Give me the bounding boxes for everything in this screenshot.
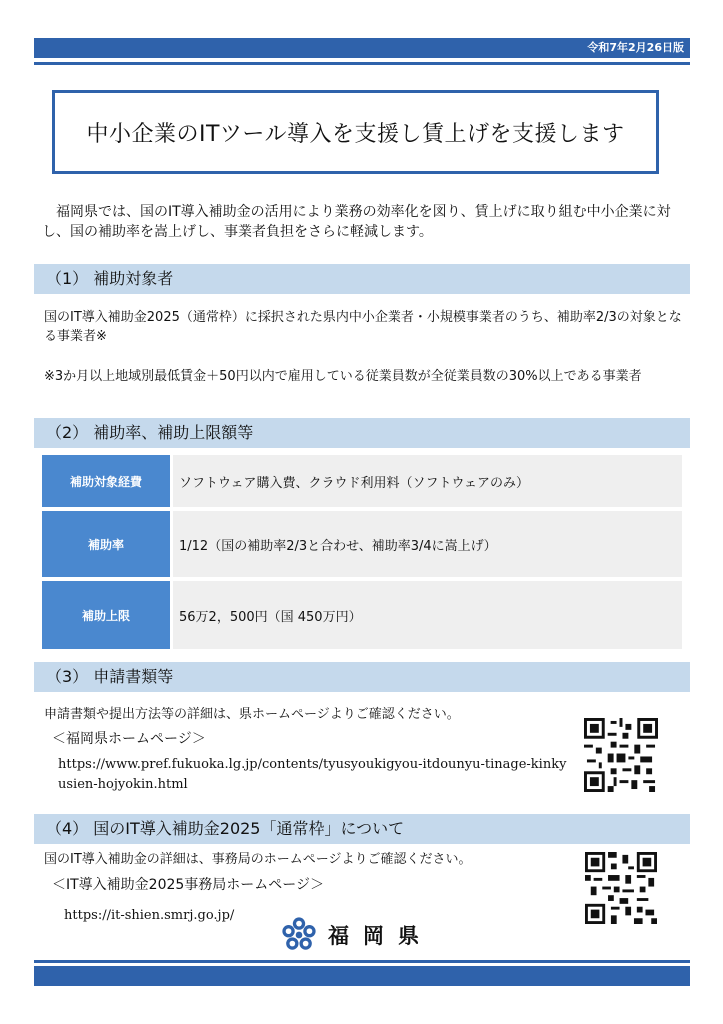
fukuoka-logo [280, 916, 433, 954]
section-heading-documents: （3） 申請書類等 [34, 662, 690, 692]
table-row [42, 455, 682, 507]
row-label: 補助上限 [42, 581, 170, 649]
row-label: 補助対象経費 [42, 455, 170, 507]
table-row [42, 581, 682, 649]
row-label: 補助率 [42, 511, 170, 577]
title-box [52, 90, 659, 174]
top-banner [34, 38, 690, 58]
documents-description: 申請書類や提出方法等の詳細は、県ホームページよりご確認ください。 [44, 707, 460, 722]
section-heading-rates: （2） 補助率、補助上限額等 [34, 418, 690, 448]
pref-homepage-link[interactable]: https://www.pref.fukuoka.lg.jp/contents/tyusyoukigyou-itdounyu-tinage-kinkyusien-hojyokin.html [58, 757, 567, 792]
secretariat-qr-code-icon [585, 852, 657, 924]
row-value: 56万2，500円（国 450万円） [173, 581, 682, 649]
table-row [42, 511, 682, 577]
section-heading-national: （4） 国のIT導入補助金2025「通常枠」について [34, 814, 690, 844]
target-description: 国のIT導入補助金2025（通常枠）に採択された県内中小企業者・小規模事業者のうち、補助率2/3の対象となる事業者※ [44, 310, 682, 344]
secretariat-homepage-link[interactable]: https://it-shien.smrj.go.jp/ [64, 908, 235, 923]
pref-homepage-label: ＜福岡県ホームページ＞ [52, 731, 206, 747]
plum-blossom-logo-icon [280, 916, 318, 954]
national-description: 国のIT導入補助金の詳細は、事務局のホームページよりご確認ください。 [44, 852, 472, 867]
row-value: 1/12（国の補助率2/3と合わせ、補助率3/4に嵩上げ） [173, 511, 682, 577]
pref-qr-code-icon [584, 718, 658, 792]
section-heading-target: （1） 補助対象者 [34, 264, 690, 294]
bottom-divider [34, 960, 690, 963]
row-value: ソフトウェア購入費、クラウド利用料（ソフトウェアのみ） [173, 455, 682, 507]
bottom-banner [34, 966, 690, 986]
intro-text: 福岡県では、国のIT導入補助金の活用により業務の効率化を図り、賃上げに取り組む中小企業に対し、国の補助率を嵩上げし、事業者負担をさらに軽減します。 [42, 204, 671, 240]
logo-text: 福岡県 [328, 924, 433, 948]
page-title: 中小企業のITツール導入を支援し賃上げを支援します [86, 121, 625, 147]
version-date: 令和7年2月26日版 [587, 41, 684, 54]
target-note: ※3か月以上地域別最低賃金＋50円以内で雇用している従業員数が全従業員数の30%以上である事業者 [44, 369, 642, 384]
subsidy-table [42, 455, 682, 653]
secretariat-homepage-label: ＜IT導入補助金2025事務局ホームページ＞ [52, 877, 325, 893]
top-divider [34, 62, 690, 65]
